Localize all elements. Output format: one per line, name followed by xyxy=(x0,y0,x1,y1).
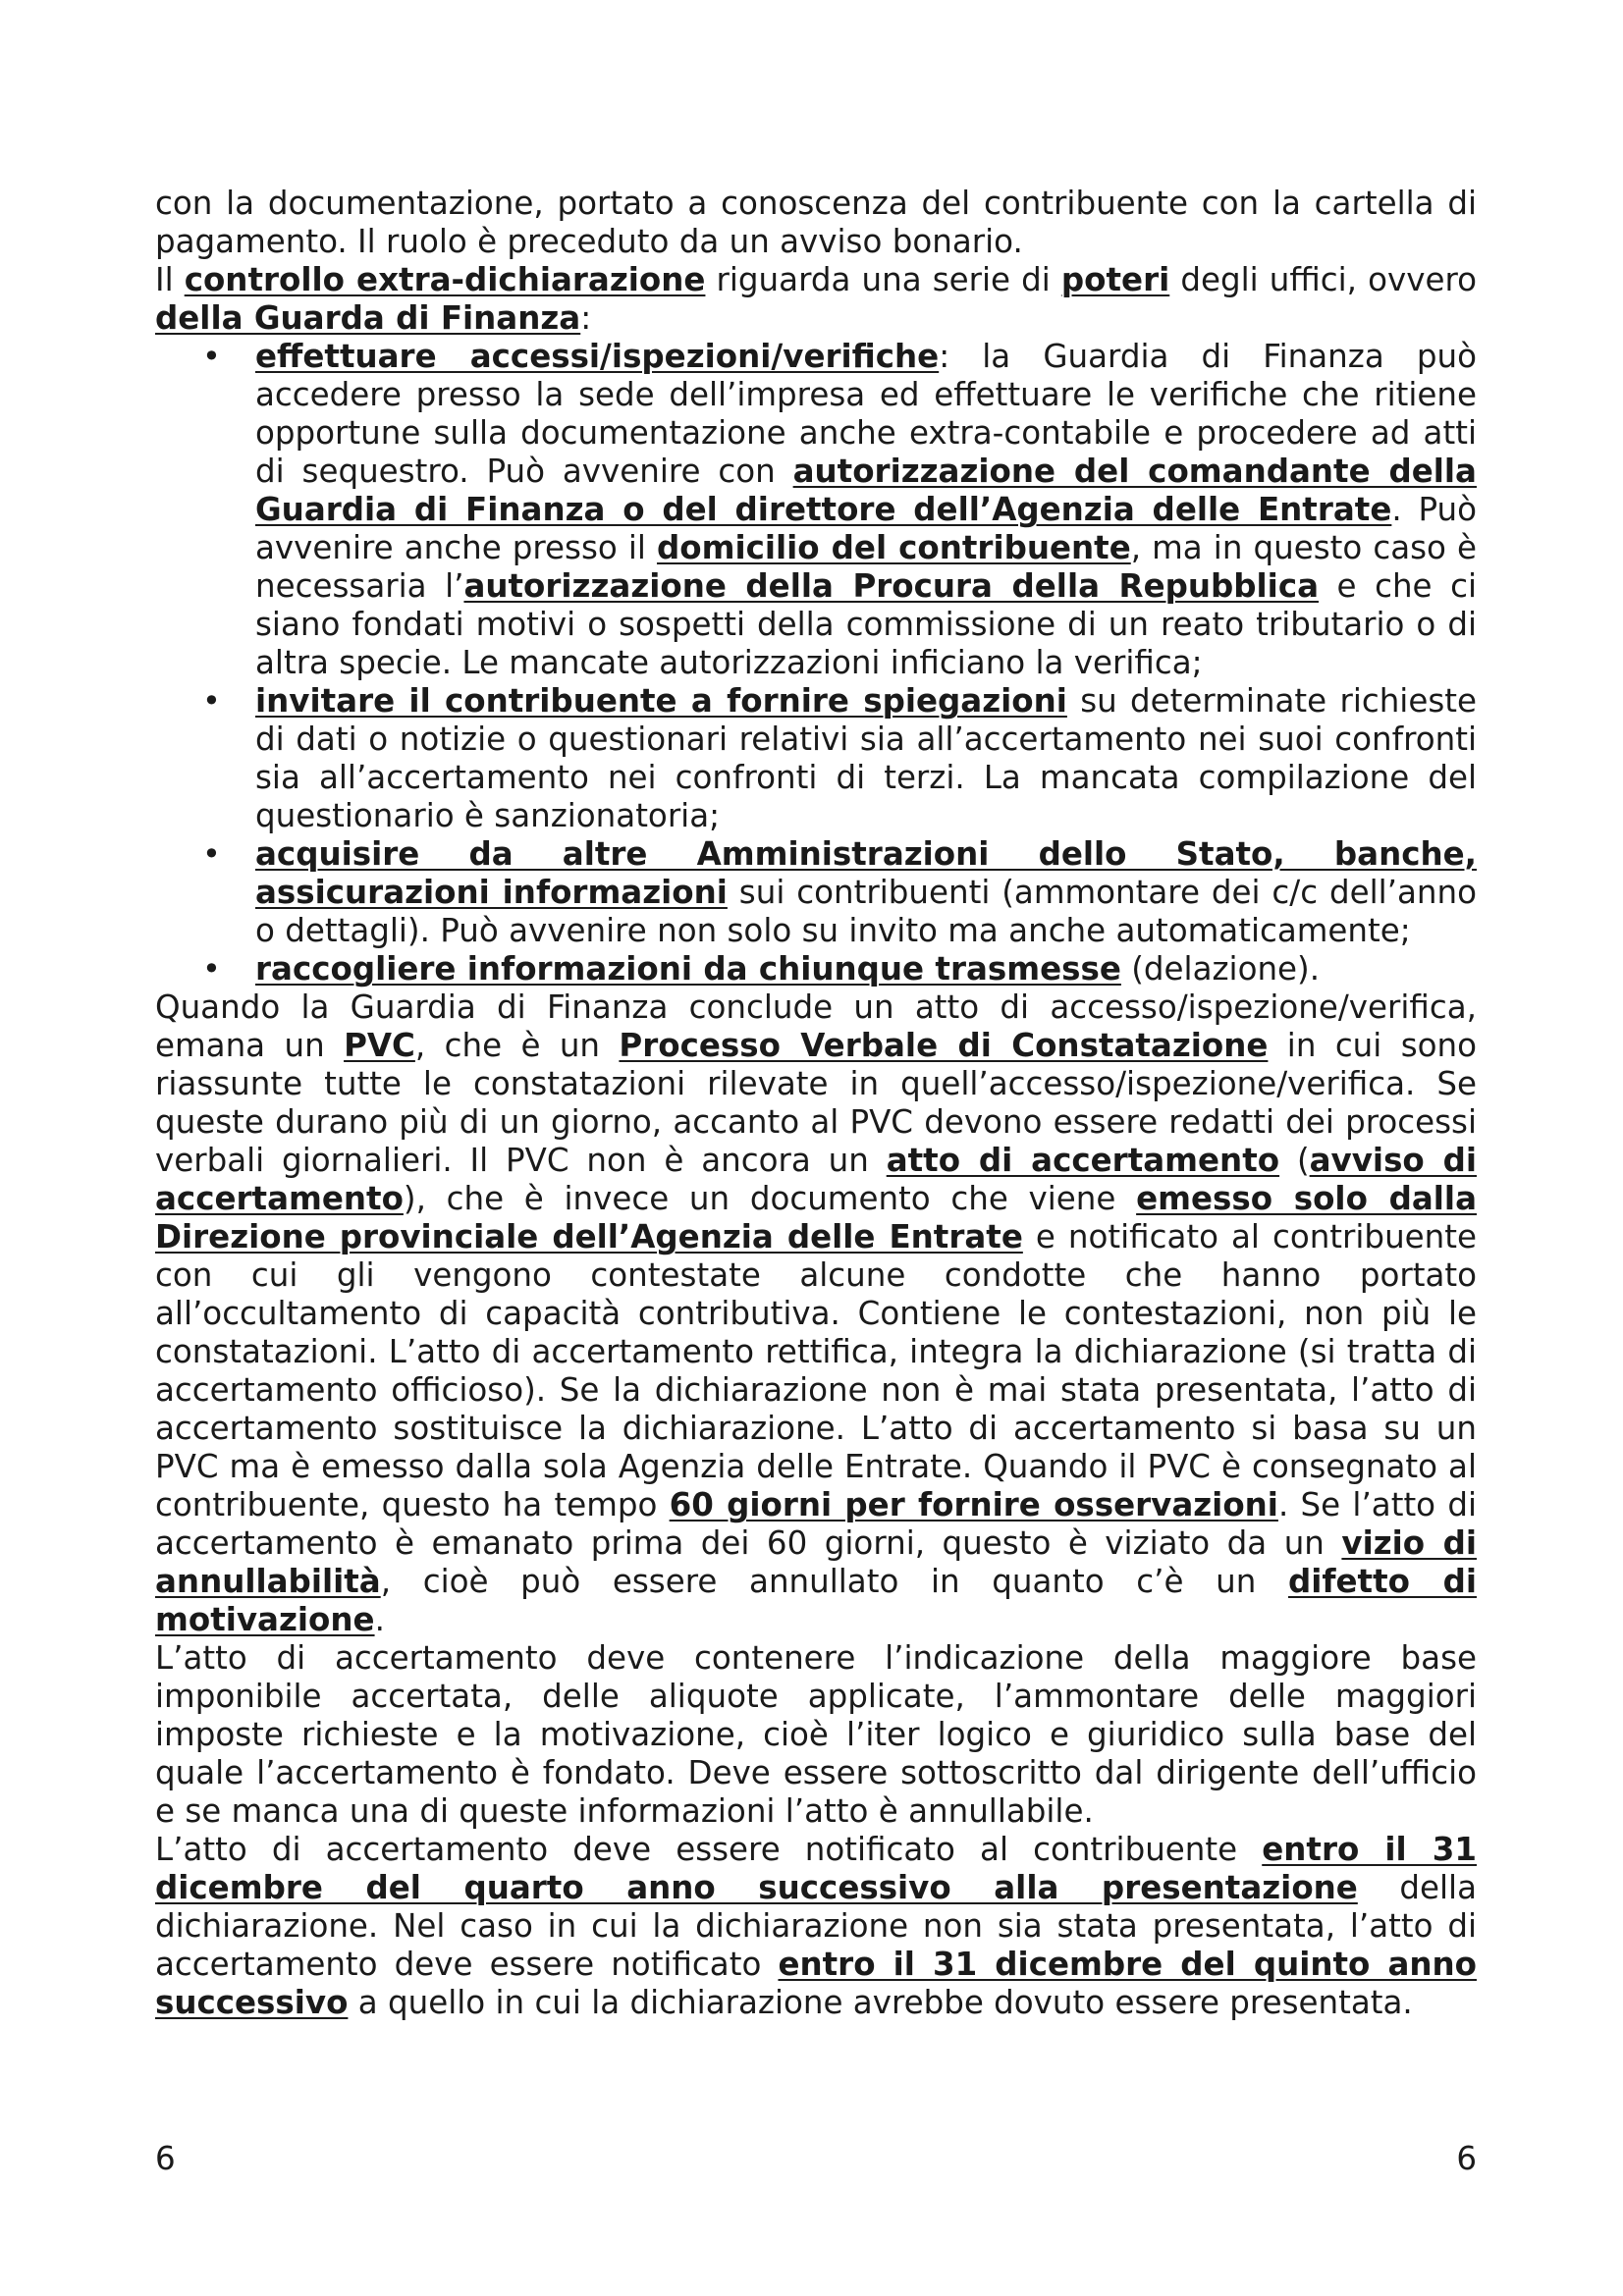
highlight-term: controllo extra-dichiarazione xyxy=(184,261,706,298)
highlight-term: invitare il contribuente a fornire spiegazioni xyxy=(255,682,1067,720)
highlight-term: vizio di annullabilità xyxy=(155,1524,1477,1600)
text: Il xyxy=(155,261,185,298)
bullet-item-spiegazioni xyxy=(255,682,1477,835)
bullet-item-acquisire xyxy=(255,835,1477,950)
text: della dichiarazione. Nel caso in cui la dichiarazione non sia stata presentata, l’atto di accertamento deve essere notificato xyxy=(155,1869,1477,1983)
page-number-right: 6 xyxy=(1456,2140,1477,2177)
text: : xyxy=(580,299,592,337)
highlight-term: avviso di accertamento xyxy=(155,1142,1477,1217)
text: . Se l’atto di accertamento è emanato prima dei 60 giorni, questo è viziato da un xyxy=(155,1486,1477,1562)
highlight-term: autorizzazione della Procura della Repubblica xyxy=(463,567,1320,605)
highlight-term: poteri xyxy=(1060,261,1170,298)
text: , cioè può essere annullato in quanto c’è un xyxy=(380,1563,1288,1600)
text: . Può avvenire anche presso il xyxy=(255,491,1478,566)
text: e che ci siano fondati motivi o sospetti della commissione di un reato tributario o di altra specie. Le mancate autorizzazioni inficiano la verifica; xyxy=(255,567,1477,681)
paragraph-pvc xyxy=(155,988,1477,1639)
text: , ma in questo caso è necessaria l’ xyxy=(255,529,1478,605)
text: ), che è invece un documento che viene xyxy=(403,1180,1137,1217)
text: . xyxy=(374,1601,385,1638)
highlight-term: emesso solo dalla Direzione provinciale dell’Agenzia delle Entrate xyxy=(155,1180,1477,1255)
highlight-term: atto di accertamento xyxy=(886,1142,1280,1179)
paragraph-termini-notifica xyxy=(155,1831,1477,2022)
paragraph-ruolo xyxy=(155,185,1477,261)
text: riguarda una serie di xyxy=(705,261,1061,298)
bullet-item-accessi xyxy=(255,338,1477,682)
paragraph-contenuto-atto xyxy=(155,1639,1477,1831)
highlight-term: della Guarda di Finanza xyxy=(155,299,581,337)
text: con la documentazione, portato a conoscenza del contribuente con la cartella di pagamento. Il ruolo è preceduto da un avviso bonario. xyxy=(155,185,1477,260)
text: (delazione). xyxy=(1120,950,1321,988)
highlight-term: PVC xyxy=(344,1027,415,1064)
page-number-left: 6 xyxy=(155,2140,176,2177)
text: L’atto di accertamento deve contenere l’indicazione della maggiore base imponibile accertata, delle aliquote applicate, l’ammontare delle maggiori imposte richieste e la motivazione, cioè l’iter logico e giuridico sulla base del quale l’accertamento è fondato. Deve essere sottoscritto dal dirigente dell’ufficio e se manca una di queste informazioni l’atto è annullabile. xyxy=(155,1639,1477,1830)
text: in cui sono riassunte tutte le constatazioni rilevate in quell’accesso/ispezione/verifica. Se queste durano più di un giorno, accanto al PVC devono essere redatti dei processi verbali giornalieri. Il PVC non è ancora un xyxy=(155,1027,1477,1179)
highlight-term: entro il 31 dicembre del quarto anno successivo alla presentazione xyxy=(155,1831,1477,1906)
highlight-term: acquisire da altre Amministrazioni dello Stato, banche, assicurazioni informazioni xyxy=(255,835,1477,911)
highlight-term: entro il 31 dicembre del quinto anno successivo xyxy=(155,1946,1477,2021)
text: : la Guardia di Finanza può accedere presso la sede dell’impresa ed effettuare le verifiche che ritiene opportune sulla documentazione anche extra-contabile e procedere ad atti di sequestro. Può avvenire con xyxy=(255,338,1477,490)
bullet-item-raccogliere xyxy=(255,950,1477,988)
text: L’atto di accertamento deve essere notificato al contribuente xyxy=(155,1831,1263,1868)
highlight-term: effettuare accessi/ispezioni/verifiche xyxy=(255,338,940,375)
text: sui contribuenti (ammontare dei c/c dell’anno o dettagli). Può avvenire non solo su invito ma anche automaticamente; xyxy=(255,874,1477,949)
highlight-term: 60 giorni per fornire osservazioni xyxy=(669,1486,1278,1523)
text: a quello in cui la dichiarazione avrebbe dovuto essere presentata. xyxy=(348,1984,1413,2021)
text: , che è un xyxy=(414,1027,620,1064)
highlight-term: Processo Verbale di Constatazione xyxy=(619,1027,1269,1064)
document-page xyxy=(155,185,1477,2022)
text: ( xyxy=(1279,1142,1310,1179)
text: e notificato al contribuente con cui gli vengono contestate alcune condotte che hanno portato all’occultamento di capacità contributiva. Contiene le contestazioni, non più le constatazioni. L’atto di accertamento rettifica, integra la dichiarazione (si tratta di accertamento officioso). Se la dichiarazione non è mai stata presentata, l’atto di accertamento sostituisce la dichiarazione. L’atto di accertamento si basa su un PVC ma è emesso dalla sola Agenzia delle Entrate. Quando il PVC è consegnato al contribuente, questo ha tempo xyxy=(155,1218,1477,1523)
text: su determinate richieste di dati o notizie o questionari relativi sia all’accertamento nei suoi confronti sia all’accertamento nei confronti di terzi. La mancata compilazione del questionario è sanzionatoria; xyxy=(255,682,1478,834)
text: degli uffici, ovvero xyxy=(1169,261,1477,298)
highlight-term: difetto di motivazione xyxy=(155,1563,1477,1638)
paragraph-controllo-extra-dichiarazione xyxy=(155,261,1477,338)
highlight-term: autorizzazione del comandante della Guardia di Finanza o del direttore dell’Agenzia delle Entrate xyxy=(255,453,1477,528)
highlight-term: domicilio del contribuente xyxy=(656,529,1131,566)
powers-bullet-list xyxy=(155,338,1477,988)
text: Quando la Guardia di Finanza conclude un atto di accesso/ispezione/verifica, emana un xyxy=(155,988,1477,1064)
highlight-term: raccogliere informazioni da chiunque trasmesse xyxy=(255,950,1121,988)
